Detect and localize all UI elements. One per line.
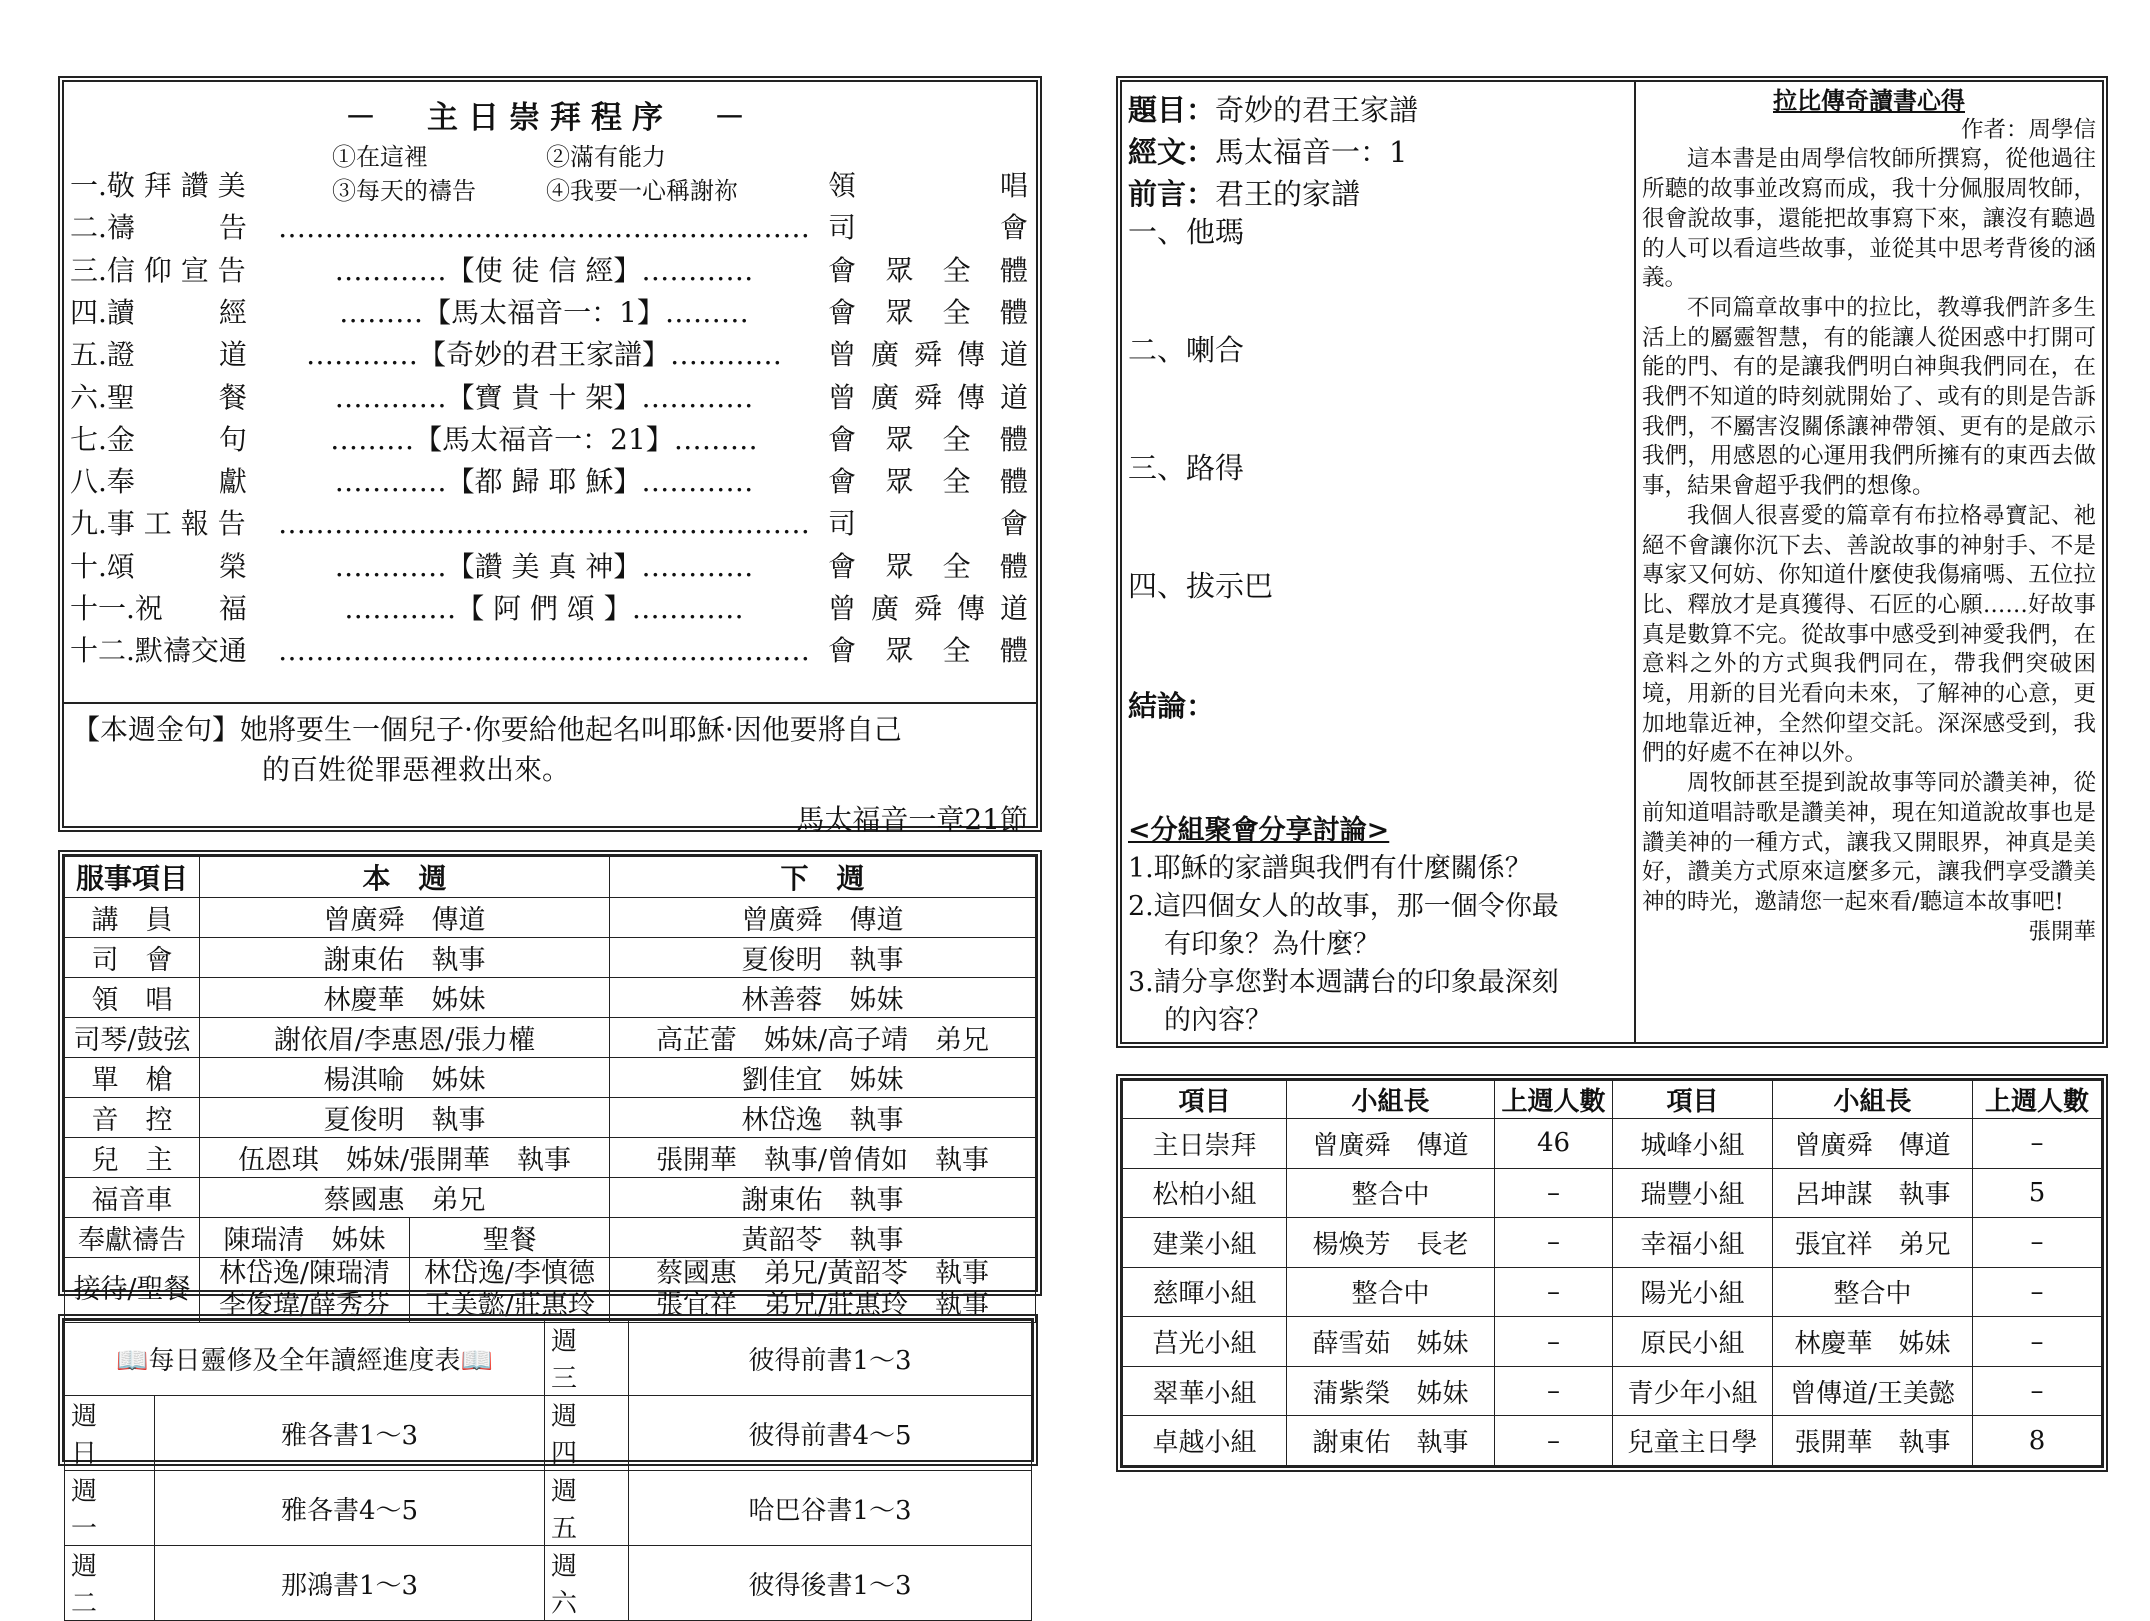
order-item-person: 會眾全體: [828, 549, 1028, 583]
reading-book: 彼得前書4～5: [629, 1396, 1032, 1471]
order-item-label: 十一.祝 福: [70, 592, 247, 625]
group-leader: 呂坤謀 執事: [1773, 1168, 1973, 1218]
service-next-week: 黃韶苓 執事: [610, 1218, 1036, 1258]
service-role: 音 控: [65, 1098, 200, 1138]
group-leader: 楊煥芳 長老: [1287, 1218, 1495, 1268]
order-item-detail: …………【奇妙的君王家譜】…………: [305, 338, 782, 372]
reading-table: [64, 1320, 1032, 1621]
service-row: [65, 1138, 1036, 1178]
service-next-week: [610, 1258, 1036, 1323]
order-item-detail: …………【寶 貴 十 架】…………: [334, 380, 754, 414]
service-role: 領 唱: [65, 978, 200, 1018]
group-leader: 曾廣舜 傳道: [1773, 1119, 1973, 1169]
group-item: 幸福小組: [1613, 1218, 1773, 1268]
order-item-person: 會眾全體: [828, 634, 1028, 668]
service-header-row: [65, 857, 1036, 898]
service-role: 奉獻禱告: [65, 1218, 200, 1258]
order-row: [70, 462, 1028, 502]
order-item-person: 領 唱: [828, 169, 1028, 202]
service-header-role: 服事項目: [65, 857, 200, 898]
group-leader: 張宜祥 弟兄: [1773, 1218, 1973, 1268]
reading-day: 週 二: [65, 1546, 155, 1621]
discussion-question-2-cont: 有印象？為什麼？: [1164, 929, 1380, 960]
order-row: [70, 378, 1028, 418]
order-item-detail: ………【馬太福音一：21】………: [330, 422, 758, 456]
sermon-point-1: 一、他瑪: [1128, 215, 1245, 249]
group-leader: 整合中: [1287, 1168, 1495, 1218]
group-leader: 整合中: [1287, 1267, 1495, 1317]
service-this-week: 曾廣舜 傳道: [200, 898, 610, 938]
order-row: [70, 251, 1028, 291]
service-next-week: 林岱逸 執事: [610, 1098, 1036, 1138]
order-item-person: 會眾全體: [828, 253, 1028, 287]
service-role: 司琴/鼓弦: [65, 1018, 200, 1058]
group-leader: 林慶華 姊妹: [1773, 1317, 1973, 1367]
reception-line: 蔡國惠 弟兄/黃韶苓 執事: [655, 1258, 990, 1289]
order-row: [70, 589, 1028, 629]
reading-schedule: [58, 1314, 1038, 1619]
groups-header-item: 項目: [1613, 1081, 1773, 1119]
service-this-week: 謝東佑 執事: [200, 938, 610, 978]
order-item-person: 會眾全體: [828, 465, 1028, 499]
service-this-week: 伍恩琪 姊妹/張開華 執事: [200, 1138, 610, 1178]
service-row: [65, 1218, 1036, 1258]
group-item: 松柏小組: [1123, 1168, 1287, 1218]
order-item-person: 司 會: [828, 507, 1028, 541]
book-review-author: 作者：周學信: [1960, 116, 2096, 143]
service-communion: 聖餐: [410, 1218, 610, 1258]
book-review-signature: 張開華: [2028, 918, 2096, 945]
order-item-person: 曾廣舜傳道: [828, 592, 1028, 625]
discussion-questions: [1128, 812, 1626, 1040]
group-count: –: [1495, 1168, 1613, 1218]
groups-header-count: 上週人數: [1495, 1081, 1613, 1119]
sermon-notes: [1122, 82, 1636, 1042]
service-role: 接待/聖餐: [65, 1258, 200, 1323]
service-next-week: 曾廣舜 傳道: [610, 898, 1036, 938]
order-item-detail: …………………………………………………: [278, 634, 810, 668]
reading-day: 週 四: [545, 1396, 629, 1471]
sermon-point-4: 四、拔示巴: [1128, 569, 1274, 603]
worship-order-panel: [58, 76, 1042, 836]
hymn-3: ③每天的禱告: [332, 177, 476, 205]
small-groups-table: [1122, 1080, 2102, 1466]
service-row: [65, 978, 1036, 1018]
group-item: 兒童主日學: [1613, 1416, 1773, 1466]
service-row: [65, 938, 1036, 978]
groups-header-leader: 小組長: [1773, 1081, 1973, 1119]
group-item: 莒光小組: [1123, 1317, 1287, 1367]
order-item-label: 四.讀 經: [70, 295, 247, 329]
service-this-week: 謝依眉/李惠恩/張力權: [200, 1018, 610, 1058]
groups-header-leader: 小組長: [1287, 1081, 1495, 1119]
sermon-conclusion: 結論：: [1128, 689, 1216, 723]
service-role: 講 員: [65, 898, 200, 938]
book-review-paragraph-3: 我個人很喜愛的篇章有布拉格尋寶記、祂絕不會讓你沉下去、善說故事的神射手、不是專家又何妨、你知道什麼使我傷痛嗎、五位拉比、釋放才是真獲得、石匠的心願……好故事真是數算不完。從故事中感受到神愛我們，在意料之外的方式與我們同在，帶我們突破困境，用新的目光看向未來，了解神的心意，更加地靠近神，全然仰望交託。深深感受到，我們的好處不在神以外。: [1642, 502, 2096, 767]
reading-book: 彼得後書1～3: [629, 1546, 1032, 1621]
group-leader: 薛雪茹 姊妹: [1287, 1317, 1495, 1367]
group-count: –: [1495, 1218, 1613, 1268]
group-item: 瑞豐小組: [1613, 1168, 1773, 1218]
order-row: [70, 335, 1028, 375]
order-item-detail: …………………………………………………: [278, 507, 810, 541]
group-item: 原民小組: [1613, 1317, 1773, 1367]
sermon-point-2: 二、喇合: [1128, 333, 1245, 367]
golden-verse-divider: [64, 702, 1036, 704]
group-count: –: [1495, 1366, 1613, 1416]
golden-verse-reference: 馬太福音一章21節: [796, 803, 1028, 836]
reception-line: 李俊瑋/薛秀芬: [218, 1290, 391, 1321]
service-row: [65, 1058, 1036, 1098]
group-item: 青少年小組: [1613, 1366, 1773, 1416]
reading-book: 彼得前書1～3: [629, 1321, 1032, 1396]
service-next-week: 林善蓉 姊妹: [610, 978, 1036, 1018]
discussion-question-1: 1.耶穌的家譜與我們有什麼關係？: [1128, 853, 1532, 884]
order-item-label: 八.奉 獻: [70, 465, 247, 499]
group-leader: 曾廣舜 傳道: [1287, 1119, 1495, 1169]
service-header-next-week: 下 週: [610, 857, 1036, 898]
service-this-week: 蔡國惠 弟兄: [200, 1178, 610, 1218]
sermon-scripture: 經文：馬太福音一：1: [1128, 135, 1408, 169]
group-count: 8: [1973, 1416, 2102, 1466]
hymn-4: ④我要一心稱謝祢: [546, 177, 738, 205]
worship-order-title: － 主日崇拜程序 －: [345, 100, 755, 136]
order-row: [70, 293, 1028, 333]
book-review: [1636, 82, 2102, 1042]
order-item-label: 五.證 道: [70, 338, 247, 372]
discussion-question-3-cont: 的內容？: [1164, 1005, 1272, 1036]
order-row: [70, 208, 1028, 248]
discussion-question-2: 2.這四個女人的故事，那一個令你最: [1128, 891, 1559, 922]
group-count: 46: [1495, 1119, 1613, 1169]
group-item: 慈暉小組: [1123, 1267, 1287, 1317]
order-row: [70, 547, 1028, 587]
order-row: [70, 166, 1028, 206]
order-item-detail: ………【馬太福音一：1】………: [339, 295, 749, 329]
group-row: [1123, 1119, 2102, 1169]
group-count: –: [1973, 1218, 2102, 1268]
order-item-person: 曾廣舜傳道: [828, 380, 1028, 414]
order-item-detail: …………【使 徒 信 經】…………: [334, 253, 754, 287]
service-next-week: 高芷蕾 姊妹/高子靖 弟兄: [610, 1018, 1036, 1058]
reception-line: 王美懿/莊惠玲: [423, 1290, 596, 1321]
small-groups-panel: [1116, 1074, 2108, 1472]
book-review-paragraph-4: 周牧師甚至提到說故事等同於讚美神，從前知道唱詩歌是讚美神，現在知道說故事也是讚美神的一種方式，讓我又開眼界，神真是美好，讚美方式原來這麼多元，讓我們享受讚美神的時光，邀請您一起來看/聽這本故事吧!: [1642, 770, 2096, 915]
group-row: [1123, 1267, 2102, 1317]
service-header-this-week: 本 週: [200, 857, 610, 898]
reading-book: 雅各書1～3: [155, 1396, 545, 1471]
groups-header-item: 項目: [1123, 1081, 1287, 1119]
sermon-topic: 題目：奇妙的君王家譜: [1128, 93, 1419, 127]
group-item: 建業小組: [1123, 1218, 1287, 1268]
group-count: –: [1495, 1416, 1613, 1466]
order-item-person: 曾廣舜傳道: [828, 338, 1028, 372]
hymn-1: ①在這裡: [332, 143, 428, 171]
order-item-label: 十.頌 榮: [70, 549, 247, 583]
service-next-week: 張開華 執事/曾倩如 執事: [610, 1138, 1036, 1178]
group-leader: 謝東佑 執事: [1287, 1416, 1495, 1466]
group-item: 主日崇拜: [1123, 1119, 1287, 1169]
discussion-title: <分組聚會分享討論>: [1128, 815, 1390, 846]
service-role: 福音車: [65, 1178, 200, 1218]
groups-header-count: 上週人數: [1973, 1081, 2102, 1119]
service-roster: [58, 850, 1042, 1321]
group-count: 5: [1973, 1168, 2102, 1218]
service-this-week: 陳瑞清 姊妹: [200, 1218, 410, 1258]
reading-book: 雅各書4～5: [155, 1471, 545, 1546]
group-row: [1123, 1218, 2102, 1268]
reading-book: 那鴻書1～3: [155, 1546, 545, 1621]
book-review-paragraph-2: 不同篇章故事中的拉比，教導我們許多生活上的屬靈智慧，有的能讓人從困惑中打開可能的門、有的是讓我們明白神與我們同在，在我們不知道的時刻就開始了、或有的則是告訴我們，不屬害沒關係讓神帶領、更有的是啟示我們，用感恩的心運用我們所擁有的東西去做事，結果會超乎我們的想像。: [1642, 294, 2096, 500]
order-item-detail: …………【 阿 們 頌 】…………: [344, 592, 744, 625]
group-count: –: [1973, 1267, 2102, 1317]
service-role: 司 會: [65, 938, 200, 978]
group-row: [1123, 1416, 2102, 1466]
order-item-label: 九.事 工 報 告: [70, 507, 246, 541]
reading-day: 週 五: [545, 1471, 629, 1546]
group-count: –: [1495, 1267, 1613, 1317]
group-leader: 張開華 執事: [1773, 1416, 1973, 1466]
order-item-label: 一.敬 拜 讚 美: [70, 169, 246, 202]
service-role: 單 槍: [65, 1058, 200, 1098]
golden-verse-line2: 的百姓從罪惡裡救出來。: [262, 753, 571, 786]
group-count: –: [1495, 1317, 1613, 1367]
groups-header-row: [1123, 1081, 2102, 1119]
order-item-detail: …………………………………………………: [278, 211, 810, 245]
order-item-person: 司 會: [828, 211, 1028, 245]
sermon-preface: 前言：君王的家譜: [1128, 177, 1361, 211]
service-this-week: [200, 1258, 410, 1323]
group-leader: 曾傳道/王美懿: [1773, 1366, 1973, 1416]
service-this-week: 楊淇喻 姊妹: [200, 1058, 610, 1098]
service-next-week: 謝東佑 執事: [610, 1178, 1036, 1218]
service-row: [65, 1178, 1036, 1218]
service-this-week: 林慶華 姊妹: [200, 978, 610, 1018]
order-item-label: 七.金 句: [70, 422, 247, 456]
reception-line: 林岱逸/李慎德: [423, 1258, 596, 1289]
group-item: 城峰小組: [1613, 1119, 1773, 1169]
group-item: 卓越小組: [1123, 1416, 1287, 1466]
sermon-panel: [1116, 76, 2108, 1048]
order-item-person: 會眾全體: [828, 422, 1028, 456]
group-count: –: [1973, 1119, 2102, 1169]
service-next-week: 劉佳宜 姊妹: [610, 1058, 1036, 1098]
service-row: [65, 898, 1036, 938]
reading-day: 週 六: [545, 1546, 629, 1621]
order-item-label: 六.聖 餐: [70, 380, 247, 414]
book-review-paragraph-1: 這本書是由周學信牧師所撰寫，從他過往所聽的故事並改寫而成，我十分佩服周牧師，很會說故事，還能把故事寫下來，讓沒有聽過的人可以看這些故事，並從其中思考背後的涵義。: [1642, 146, 2096, 292]
service-table: [64, 856, 1036, 1323]
group-row: [1123, 1168, 2102, 1218]
group-leader: 蒲紫榮 姊妹: [1287, 1366, 1495, 1416]
hymn-2: ②滿有能力: [546, 143, 666, 171]
group-item: 翠華小組: [1123, 1366, 1287, 1416]
group-leader: 整合中: [1773, 1267, 1973, 1317]
reception-line: 林岱逸/陳瑞清: [218, 1258, 391, 1289]
book-review-title: 拉比傳奇讀書心得: [1773, 86, 1965, 115]
order-item-label: 三.信 仰 宣 告: [70, 253, 246, 287]
order-row: [70, 504, 1028, 544]
order-item-detail: …………【都 歸 耶 穌】…………: [334, 465, 754, 499]
reading-book: 哈巴谷書1～3: [629, 1471, 1032, 1546]
service-row: [65, 1258, 1036, 1323]
sermon-point-3: 三、路得: [1128, 451, 1245, 485]
group-count: –: [1973, 1317, 2102, 1367]
reading-day: 週 三: [545, 1321, 629, 1396]
group-item: 陽光小組: [1613, 1267, 1773, 1317]
reading-day: 週 一: [65, 1471, 155, 1546]
group-count: –: [1973, 1366, 2102, 1416]
service-role: 兒 主: [65, 1138, 200, 1178]
service-communion-servers: [410, 1258, 610, 1323]
order-row: [70, 420, 1028, 460]
reception-line: 張宜祥 弟兄/莊惠玲 執事: [655, 1290, 990, 1321]
discussion-question-3: 3.請分享您對本週講台的印象最深刻: [1128, 967, 1559, 998]
order-row: [70, 631, 1028, 671]
group-row: [1123, 1366, 2102, 1416]
order-item-detail: …………【讚 美 真 神】…………: [334, 549, 754, 583]
reading-day: 週 日: [65, 1396, 155, 1471]
order-item-person: 會眾全體: [828, 295, 1028, 329]
reading-title: 📖每日靈修及全年讀經進度表📖: [65, 1321, 545, 1396]
golden-verse: [72, 710, 1028, 840]
service-row: [65, 1098, 1036, 1138]
service-next-week: 夏俊明 執事: [610, 938, 1036, 978]
golden-verse-line1: 【本週金句】她將要生一個兒子·你要給他起名叫耶穌·因他要將自己: [72, 713, 902, 746]
order-item-label: 十二.默禱交通: [70, 634, 247, 668]
service-this-week: 夏俊明 執事: [200, 1098, 610, 1138]
order-item-label: 二.禱 告: [70, 211, 247, 245]
group-row: [1123, 1317, 2102, 1367]
service-row: [65, 1018, 1036, 1058]
